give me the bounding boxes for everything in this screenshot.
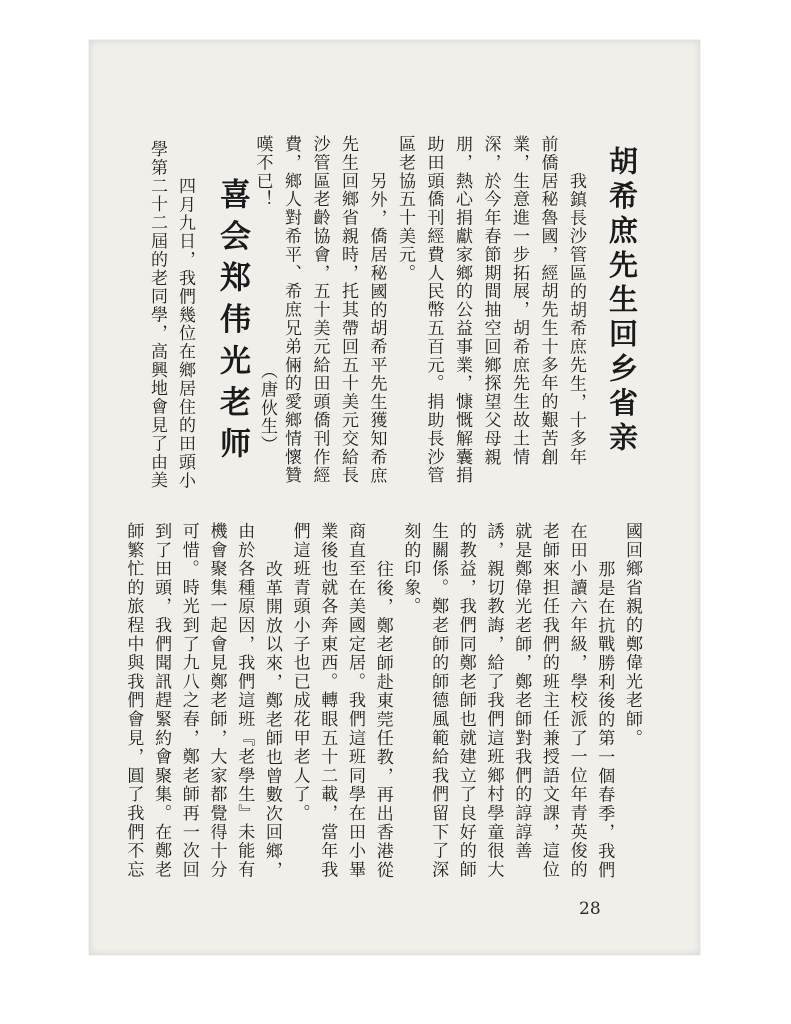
- body-text-line: 學第二十二屆的老同學，高興地會見了由美: [147, 140, 167, 490]
- body-text-line: 商直至在美國定居。我們這班同學在田小畢: [345, 522, 365, 880]
- body-text-line: 的教益，我們同鄭老師也就建立了良好的師: [455, 522, 476, 880]
- body-text-line: 機會聚集一起會見鄭老師，大家都覺得十分: [206, 522, 227, 880]
- body-text-line: 們這班青頭小子也已成花甲老人了。: [289, 522, 310, 823]
- article-title-hu-xishu: 胡希庶先生回乡省亲: [605, 146, 639, 457]
- body-text-line: 深，於今年春節期間抽空回鄉探望父母親: [480, 135, 501, 467]
- body-text-line: 費，鄉人對希平、希庶兄弟倆的愛鄉情懷贊: [281, 135, 301, 485]
- body-text-line: 朋，熱心捐獻家鄉的公益事業，慷慨解囊捐: [452, 135, 472, 485]
- body-text-line: 業後也就各奔東西。轉眼五十二載，當年我: [317, 522, 338, 880]
- body-text-line: 誘，親切教誨，給了我們這班鄉村學童很大: [483, 522, 504, 880]
- body-text-line: 另外，僑居秘國的胡希平先生獲知希庶: [366, 171, 387, 485]
- body-text-line: 我鎮長沙管區的胡希庶先生，十多年: [566, 171, 586, 467]
- article-title-zheng-weiguang: 喜会郑伟光老师: [214, 178, 250, 469]
- body-text-line: 到了田頭，我們聞訊趕緊約會聚集。在鄭老: [151, 522, 172, 880]
- body-text-line: 改革開放以來，鄭老師也曾數次回鄉，: [261, 559, 282, 880]
- body-text-line: 往後，鄭老師赴東莞任教，再出香港從: [372, 559, 393, 880]
- body-text-line: 區老協五十美元。: [395, 135, 415, 283]
- body-text-line: 那是在抗戰勝利後的第一個春季，我們: [594, 559, 615, 880]
- body-text-line: 刻的印象。: [400, 522, 421, 616]
- body-text-line: 先生回鄉省親時，托其帶回五十美元交給長: [338, 135, 358, 485]
- body-text-line: 嘆不已！: [252, 135, 273, 209]
- body-text-line: 業，生意進一步拓展，胡希庶先生故土情: [509, 135, 529, 467]
- body-text-line: 助田頭僑刊經費人民幣五百元。捐助長沙管: [423, 135, 444, 485]
- body-text-line: 就是鄭偉光老師，鄭老師對我們的諄諄善: [511, 522, 532, 861]
- body-text-line: 生關係。鄭老師的師德風範給我們留下了深: [428, 522, 449, 880]
- body-text-line: 前僑居秘魯國，經胡先生十多年的艱苦創: [537, 135, 558, 467]
- body-text-line: 由於各種原因，我們這班『老學生』未能有: [234, 522, 255, 880]
- byline: （唐伙生）: [257, 362, 277, 454]
- body-text-line: 四月九日，我們幾位在鄉居住的田頭小: [175, 176, 195, 490]
- page-number: 28: [579, 899, 601, 919]
- body-text-line: 在田小讀六年級，學校派了一位年青英俊的: [566, 522, 587, 880]
- body-text-line: 可惜。時光到了九八之春，鄭老師再一次回: [178, 522, 199, 880]
- body-text-line: 國回鄉省親的鄭偉光老師。: [622, 522, 642, 748]
- body-text-line: 師繁忙的旅程中與我們會見，圓了我們不忘: [123, 522, 144, 880]
- body-text-line: 沙管區老齡協會，五十美元給田頭僑刊作經: [309, 135, 330, 485]
- body-text-line: 老師來担任我們的班主任兼授語文課，這位: [538, 522, 559, 880]
